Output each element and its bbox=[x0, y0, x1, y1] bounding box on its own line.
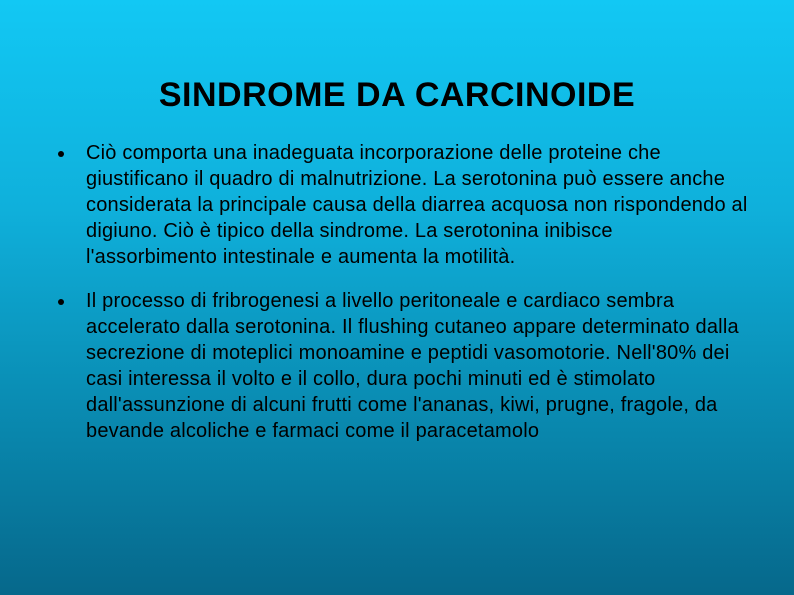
bullet-text: Ciò comporta una inadeguata incorporazione delle proteine che giustificano il quadro di malnutrizione. La serotonina può essere anche considerata la principale causa della diarrea acquosa non rispondendo al digiuno. Ciò è tipico della sindrome. La serotonina inibisce l'assorbimento intestinale e aumenta la motilità. bbox=[86, 142, 748, 268]
bullet-list bbox=[58, 140, 748, 444]
bullet-item bbox=[58, 288, 748, 444]
bullet-dot-icon bbox=[58, 151, 64, 157]
bullet-item bbox=[58, 140, 748, 270]
slide-title: SINDROME DA CARCINOIDE bbox=[158, 75, 636, 114]
bullet-dot-icon bbox=[58, 299, 64, 305]
bullet-text: Il processo di fribrogenesi a livello peritoneale e cardiaco sembra accelerato dalla serotonina. Il flushing cutaneo appare determinato dalla secrezione di moteplici monoamine e peptidi vasomotorie. Nell'80% dei casi interessa il volto e il collo, dura pochi minuti ed è stimolato dall'assunzione di alcuni frutti come l'ananas, kiwi, prugne, fragole, da bevande alcoliche e farmaci come il paracetamolo bbox=[86, 290, 739, 442]
